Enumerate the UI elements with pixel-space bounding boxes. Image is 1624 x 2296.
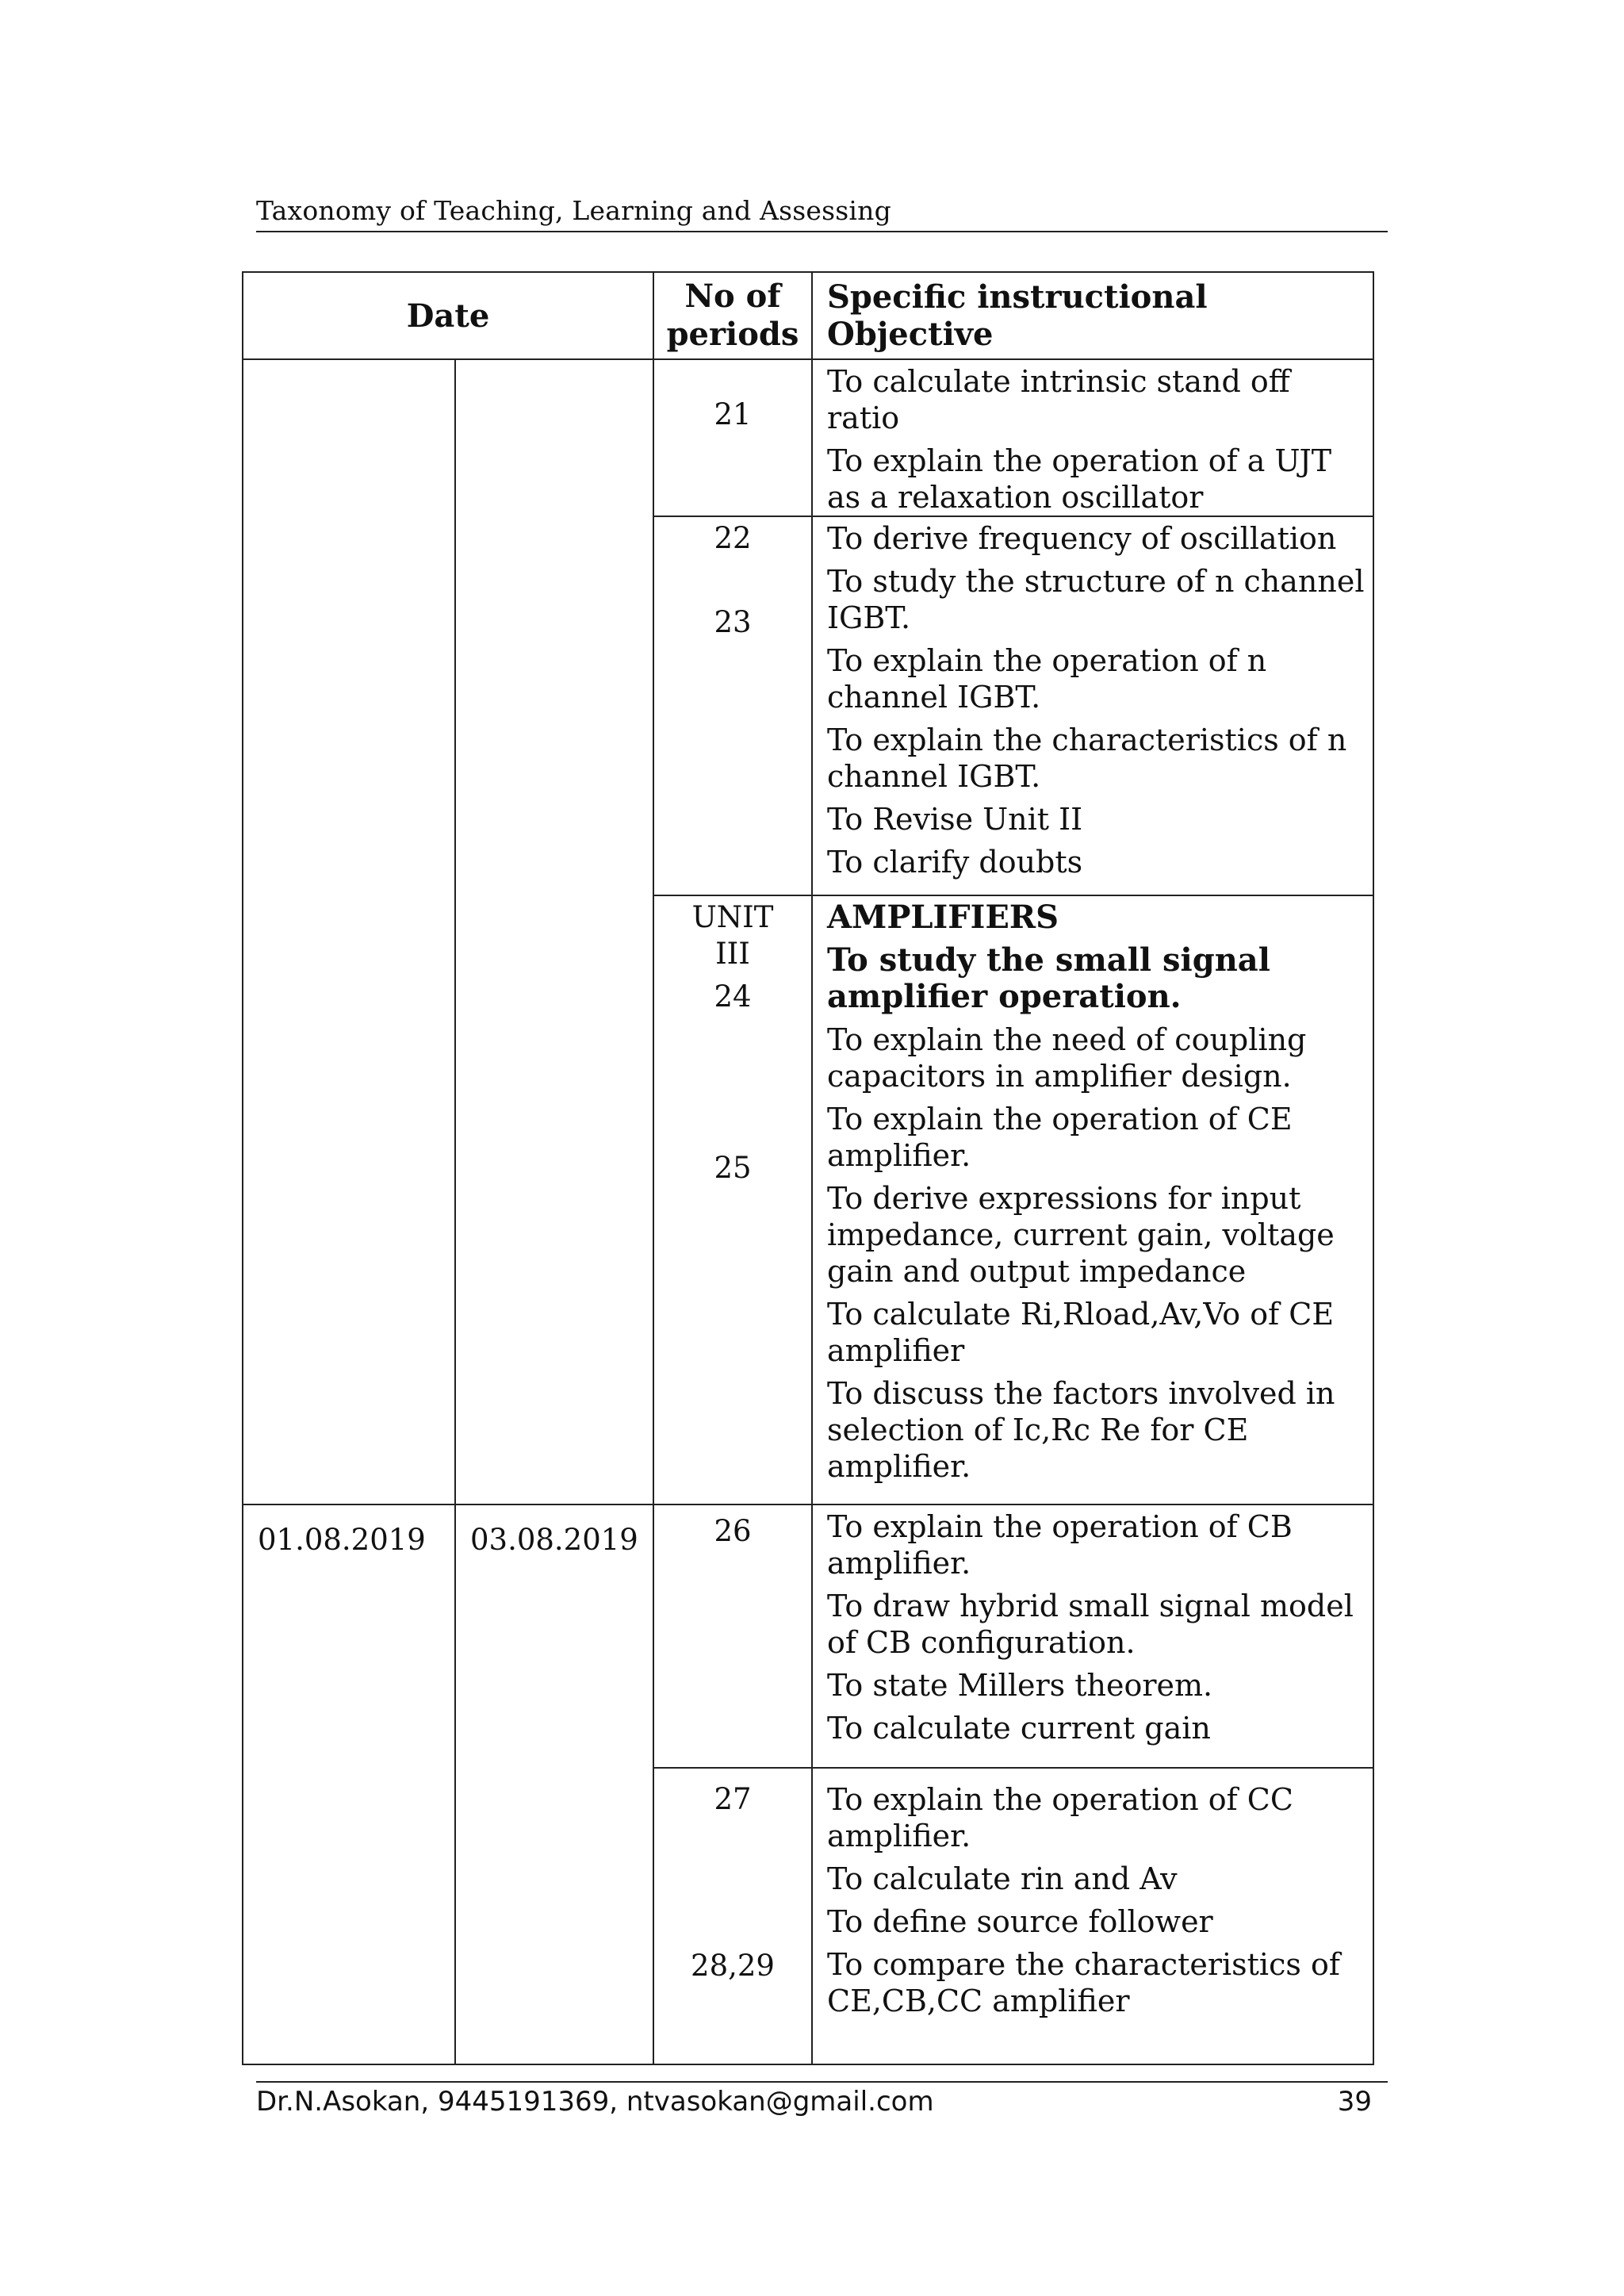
objective-cell: AMPLIFIERS To study the small signal amplifier operation. To explain the need of coupling capacitors in amplifier design. To explain the operation of CE amplifier. To derive expressions for input impedance, current gain, voltage gain and output impedance To calculate Ri,Rload,Av,Vo of CE amplifier To discuss the factors involved in selection of Ic,Rc Re for CE amplifier. <box>812 895 1373 1504</box>
unit-title: AMPLIFIERS <box>827 899 1059 936</box>
objective-column-header: Specific instructional Objective <box>812 272 1373 359</box>
table-row <box>243 1504 1373 1768</box>
footer-author: Dr.N.Asokan, 9445191369, ntvasokan@gmail.com <box>256 2086 934 2118</box>
header-rule <box>256 231 1388 232</box>
date-from-cell <box>243 359 455 1504</box>
date-column-header: Date <box>243 272 653 359</box>
objective-cell: To derive frequency of oscillation To study the structure of n channel IGBT. To explain the operation of n channel IGBT. To explain the characteristics of n channel IGBT. To Revise Unit II To clarify doubts <box>812 516 1373 895</box>
objective-cell: To explain the operation of CB amplifier. To draw hybrid small signal model of CB configuration. To state Millers theorem. To calculate current gain <box>812 1504 1373 1768</box>
lesson-plan-table <box>242 271 1374 2065</box>
periods-column-header: No of periods <box>653 272 812 359</box>
objective-cell: To calculate intrinsic stand off ratio To explain the operation of a UJT as a relaxation oscillator <box>812 359 1373 516</box>
objective-cell: To explain the operation of CC amplifier. To calculate rin and Av To define source follower To compare the characteristics of CE,CB,CC amplifier <box>812 1768 1373 2064</box>
footer-rule <box>256 2081 1388 2083</box>
periods-cell: 27 28,29 <box>653 1768 812 2064</box>
periods-cell: 22 23 <box>653 516 812 895</box>
page-number: 39 <box>1337 2086 1372 2118</box>
table-header-row <box>243 272 1373 359</box>
periods-cell: UNIT III 24 25 <box>653 895 812 1504</box>
date-to-cell: 03.08.2019 <box>455 1504 653 2064</box>
running-header: Taxonomy of Teaching, Learning and Assessing <box>256 195 891 226</box>
date-from-cell: 01.08.2019 <box>243 1504 455 2064</box>
periods-cell: 21 <box>653 359 812 516</box>
date-to-cell <box>455 359 653 1504</box>
table-row <box>243 359 1373 516</box>
periods-cell: 26 <box>653 1504 812 1768</box>
